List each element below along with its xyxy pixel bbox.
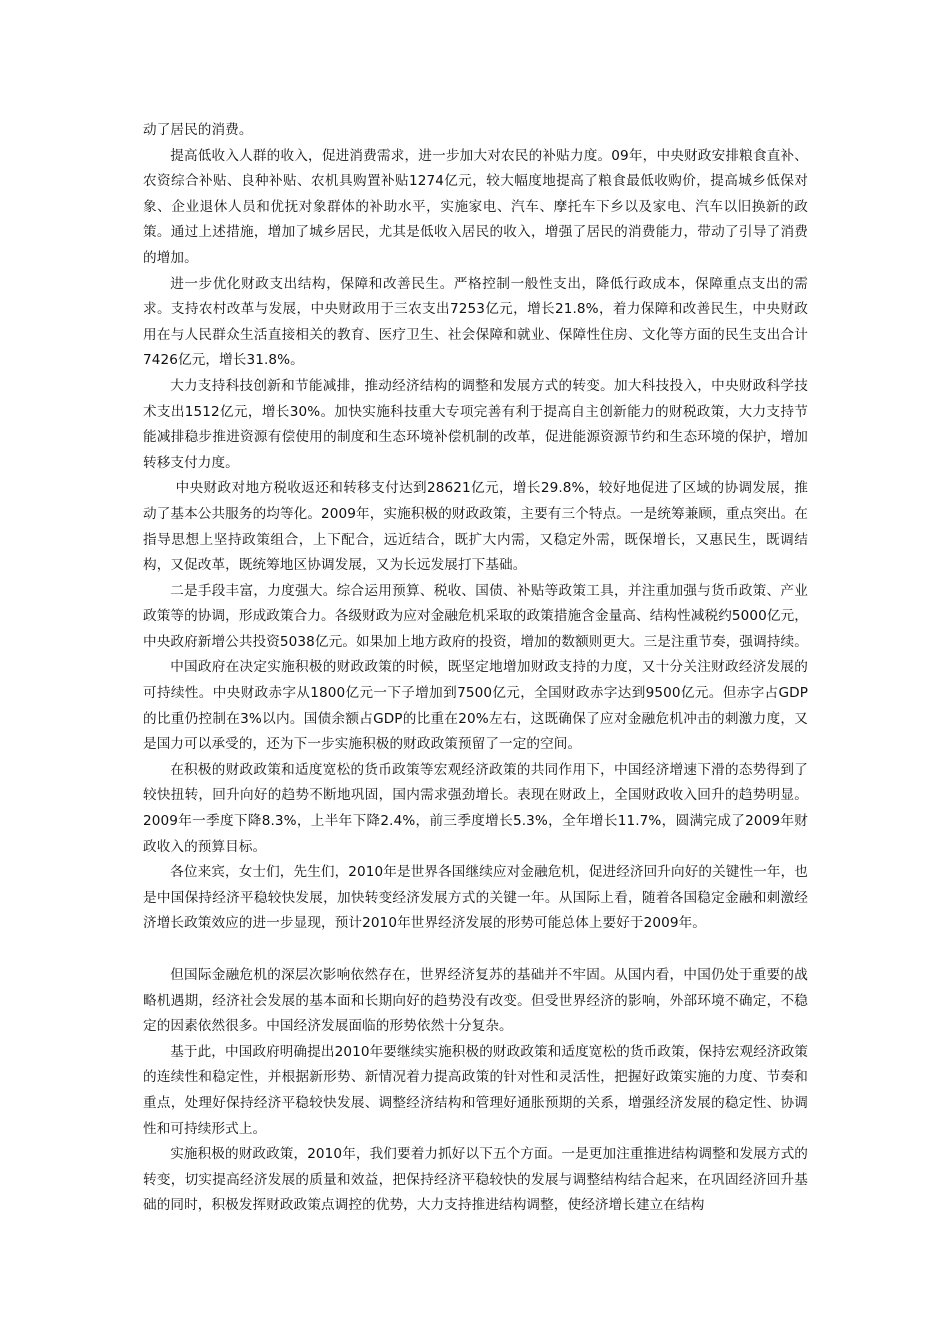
paragraph-3: 进一步优化财政支出结构，保障和改善民生。严格控制一般性支出，降低行政成本，保障重点支出的需求。支持农村改革与发展，中央财政用于三农支出7253亿元，增长21.8%，着力保障和改善民生，中央财政用在与人民群众生活直接相关的教育、医疗卫生、社会保障和就业、保障性住房、文化等方面的民生支出合计7426亿元，增长31.8%。 bbox=[143, 275, 808, 369]
paragraph-8: 在积极的财政政策和适度宽松的货币政策等宏观经济政策的共同作用下，中国经济增速下滑的态势得到了较快扭转，回升向好的趋势不断地巩固，国内需求强劲增长。表现在财政上，全国财政收入回升的趋势明显。2009年一季度下降8.3%，上半年下降2.4%，前三季度增长5.3%，全年增长11.7%，圆满完成了2009年财政收入的预算目标。 bbox=[143, 761, 808, 855]
paragraph-4: 大力支持科技创新和节能减排，推动经济结构的调整和发展方式的转变。加大科技投入，中央财政科学技术支出1512亿元，增长30%。加快实施科技重大专项完善有利于提高自主创新能力的财税政策，大力支持节能减排稳步推进资源有偿使用的制度和生态环境补偿机制的改革，促进能源资源节约和生态环境的保护，增加转移支付力度。 bbox=[143, 377, 808, 471]
paragraph-10: 但国际金融危机的深层次影响依然存在，世界经济复苏的基础并不牢固。从国内看，中国仍处于重要的战略机遇期，经济社会发展的基本面和长期向好的趋势没有改变。但受世界经济的影响，外部环境不确定，不稳定的因素依然很多。中国经济发展面临的形势依然十分复杂。 bbox=[143, 967, 808, 1035]
paragraph-1: 动了居民的消费。 bbox=[143, 122, 253, 138]
paragraph-11: 基于此，中国政府明确提出2010年要继续实施积极的财政政策和适度宽松的货币政策，保持宏观经济政策的连续性和稳定性，并根据新形势、新情况着力提高政策的针对性和灵活性，把握好政策实施的力度、节奏和重点，处理好保持经济平稳较快发展、调整经济结构和管理好通胀预期的关系，增强经济发展的稳定性、协调性和可持续形式上。 bbox=[143, 1043, 808, 1137]
document-page bbox=[143, 118, 808, 1219]
paragraph-2: 提高低收入人群的收入，促进消费需求，进一步加大对农民的补贴力度。09年，中央财政安排粮食直补、农资综合补贴、良种补贴、农机具购置补贴1274亿元，较大幅度地提高了粮食最低收购价，提高城乡低保对象、企业退休人员和优抚对象群体的补助水平，实施家电、汽车、摩托车下乡以及家电、汽车以旧换新的政策。通过上述措施，增加了城乡居民，尤其是低收入居民的收入，增强了居民的消费能力，带动了引导了消费的增加。 bbox=[143, 147, 808, 266]
paragraph-9: 各位来宾，女士们，先生们，2010年是世界各国继续应对金融危机，促进经济回升向好的关键性一年，也是中国保持经济平稳较快发展，加快转变经济发展方式的关键一年。从国际上看，随着各国稳定金融和刺激经济增长政策效应的进一步显现，预计2010年世界经济发展的形势可能总体上要好于2009年。 bbox=[143, 864, 808, 932]
paragraph-6: 二是手段丰富，力度强大。综合运用预算、税收、国债、补贴等政策工具，并注重加强与货币政策、产业政策等的协调，形成政策合力。各级财政为应对金融危机采取的政策措施含金量高、结构性减税约5000亿元，中央政府新增公共投资5038亿元。如果加上地方政府的投资，增加的数额则更大。三是注重节奏，强调持续。 bbox=[143, 582, 808, 650]
paragraph-5: 中央财政对地方税收返还和转移支付达到28621亿元，增长29.8%，较好地促进了区域的协调发展，推动了基本公共服务的均等化。2009年，实施积极的财政政策，主要有三个特点。一是统筹兼顾，重点突出。在指导思想上坚持政策组合，上下配合，远近结合，既扩大内需，又稳定外需，既保增长，又惠民生，既调结构，又促改革，既统筹地区协调发展，又为长远发展打下基础。 bbox=[143, 480, 808, 574]
paragraph-7: 中国政府在决定实施积极的财政政策的时候，既坚定地增加财政支持的力度，又十分关注财政经济发展的可持续性。中央财政赤字从1800亿元一下子增加到7500亿元，全国财政赤字达到9500亿元。但赤字占GDP的比重仍控制在3%以内。国债余额占GDP的比重在20%左右，这既确保了应对金融危机冲击的刺激力度，又是国力可以承受的，还为下一步实施积极的财政政策预留了一定的空间。 bbox=[143, 659, 808, 753]
paragraph-12: 实施积极的财政政策，2010年，我们要着力抓好以下五个方面。一是更加注重推进结构调整和发展方式的转变，切实提高经济发展的质量和效益，把保持经济平稳较快的发展与调整结构结合起来，在巩固经济回升基础的同时，积极发挥财政政策点调控的优势，大力支持推进结构调整，使经济增长建立在结构 bbox=[143, 1146, 808, 1214]
